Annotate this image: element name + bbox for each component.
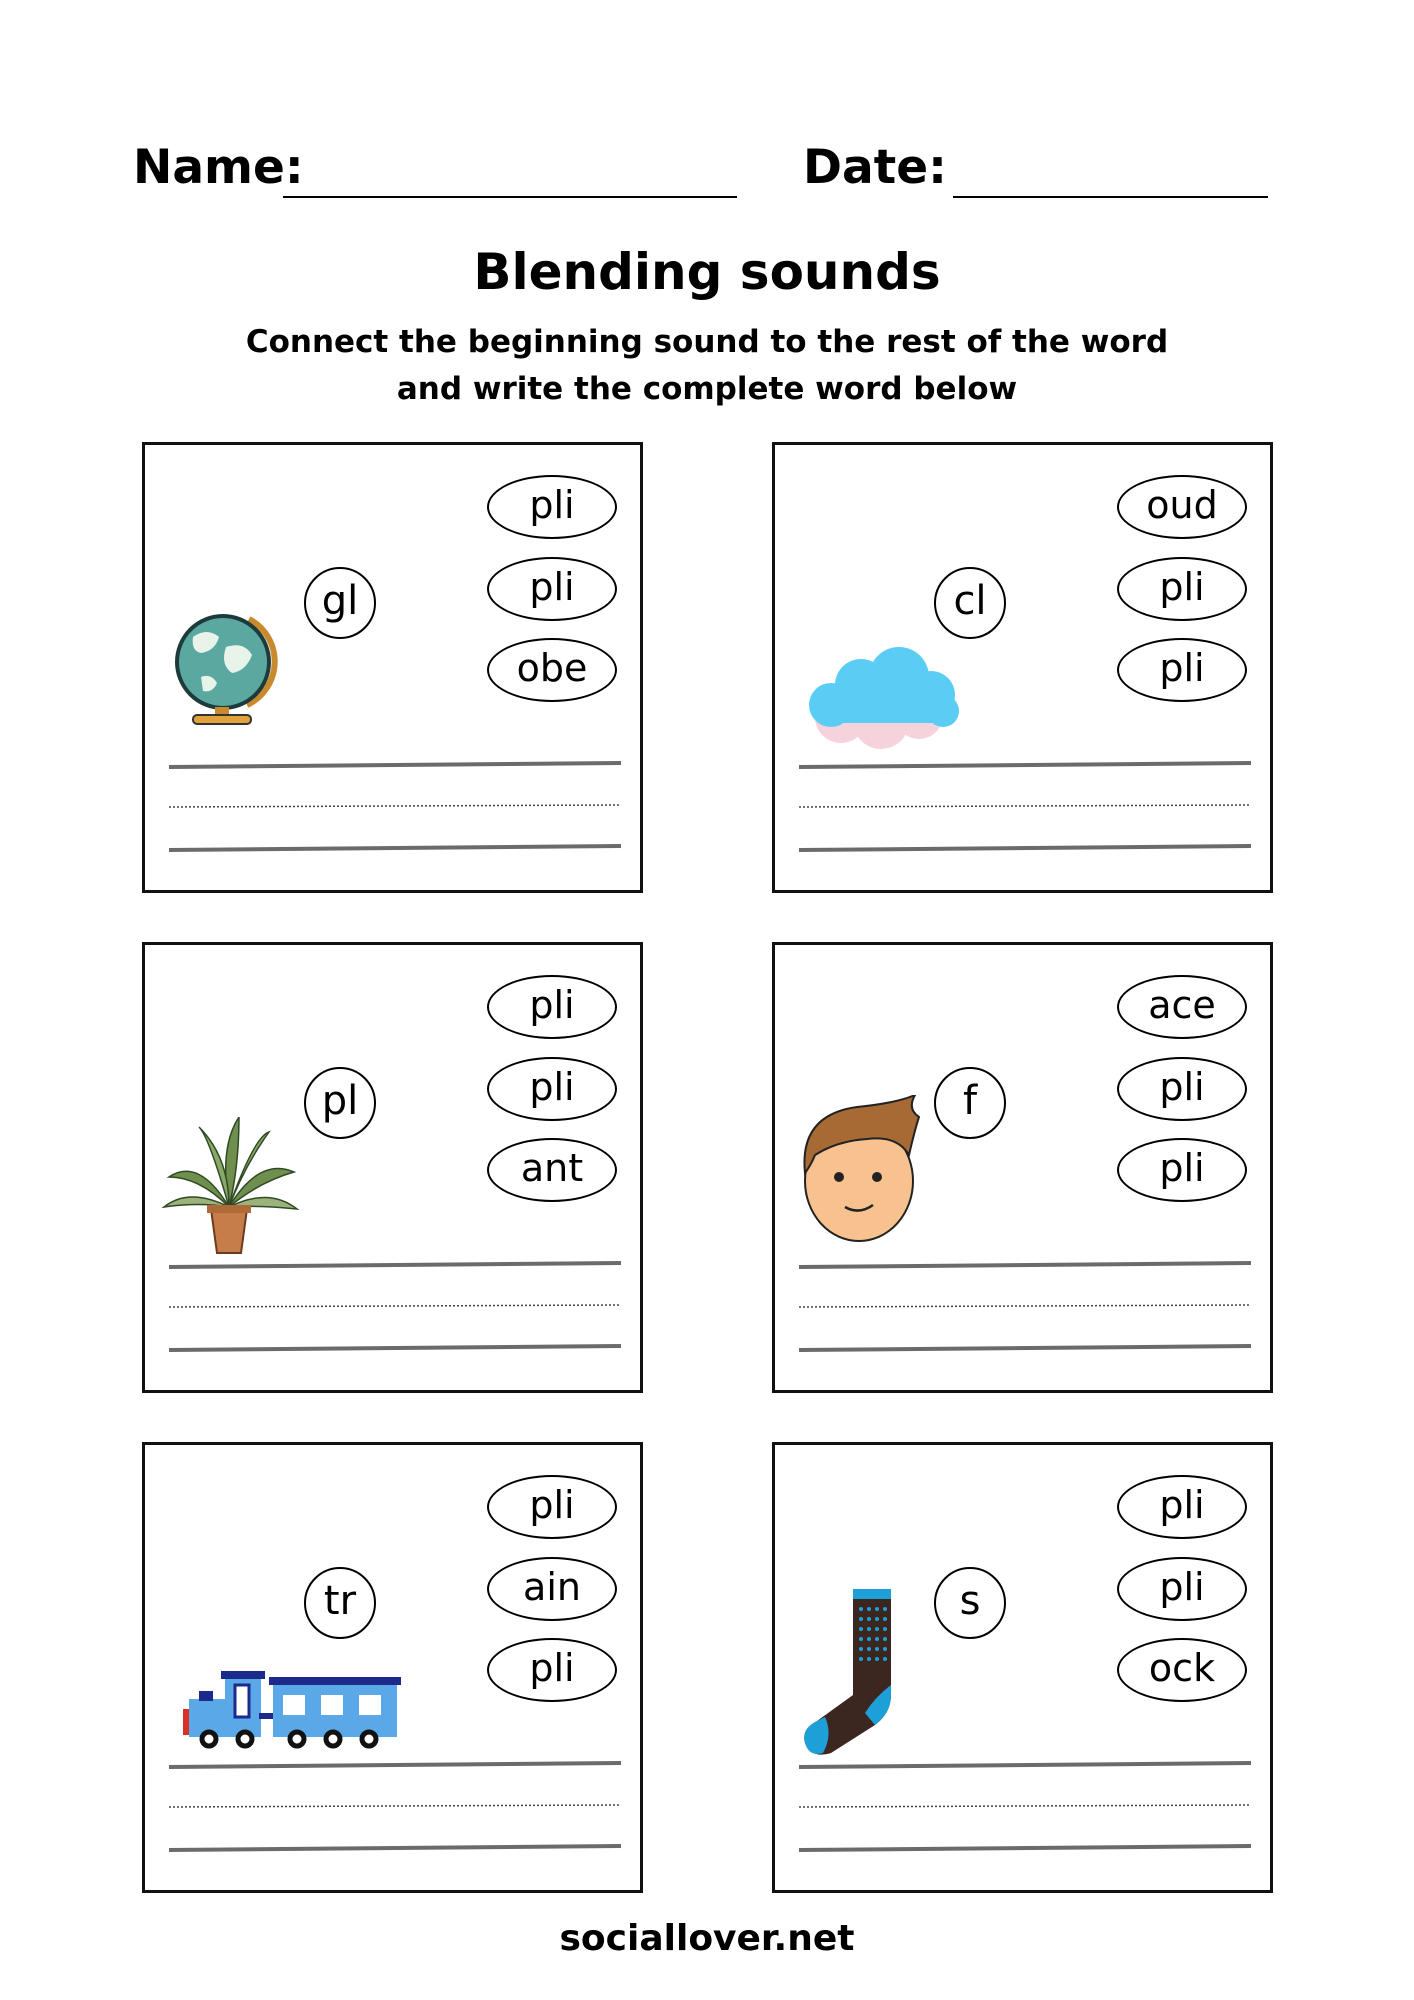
writing-line-top[interactable] bbox=[799, 1257, 1251, 1271]
ending-option-2[interactable]: ain bbox=[487, 1557, 617, 1621]
ending-option-1[interactable]: pli bbox=[1117, 1475, 1247, 1539]
onset-circle[interactable]: tr bbox=[304, 1567, 376, 1639]
date-blank[interactable] bbox=[953, 196, 1268, 198]
onset-circle[interactable]: gl bbox=[304, 567, 376, 639]
writing-line-top[interactable] bbox=[799, 1757, 1251, 1771]
writing-line-top[interactable] bbox=[169, 757, 621, 771]
card-3 bbox=[142, 942, 643, 1393]
face-icon bbox=[797, 1095, 927, 1245]
onset-circle[interactable]: s bbox=[934, 1567, 1006, 1639]
page-title: Blending sounds bbox=[473, 243, 941, 301]
ending-option-3[interactable]: obe bbox=[487, 638, 617, 702]
ending-option-3[interactable]: pli bbox=[1117, 1138, 1247, 1202]
writing-line-middle[interactable] bbox=[169, 799, 621, 813]
ending-option-2[interactable]: pli bbox=[1117, 1557, 1247, 1621]
card-6 bbox=[772, 1442, 1273, 1893]
ending-option-3[interactable]: pli bbox=[1117, 638, 1247, 702]
ending-option-2[interactable]: pli bbox=[487, 1057, 617, 1121]
ending-option-1[interactable]: ace bbox=[1117, 975, 1247, 1039]
writing-line-bottom[interactable] bbox=[169, 840, 621, 854]
ending-option-3[interactable]: pli bbox=[487, 1638, 617, 1702]
ending-option-1[interactable]: pli bbox=[487, 475, 617, 539]
ending-option-3[interactable]: ock bbox=[1117, 1638, 1247, 1702]
footer-website: sociallover.net bbox=[559, 1918, 855, 1959]
instruction-line-1: Connect the beginning sound to the rest of the word bbox=[245, 324, 1169, 360]
card-2 bbox=[772, 442, 1273, 893]
train-icon bbox=[179, 1669, 409, 1749]
name-blank[interactable] bbox=[283, 196, 737, 198]
writing-line-top[interactable] bbox=[169, 1257, 621, 1271]
writing-line-middle[interactable] bbox=[799, 1299, 1251, 1313]
writing-line-top[interactable] bbox=[169, 1757, 621, 1771]
cloud-icon bbox=[801, 645, 961, 755]
card-4 bbox=[772, 942, 1273, 1393]
writing-line-bottom[interactable] bbox=[799, 1340, 1251, 1354]
ending-option-1[interactable]: pli bbox=[487, 1475, 617, 1539]
onset-circle[interactable]: f bbox=[934, 1067, 1006, 1139]
plant-icon bbox=[159, 1117, 299, 1257]
writing-line-top[interactable] bbox=[799, 757, 1251, 771]
writing-line-middle[interactable] bbox=[169, 1299, 621, 1313]
ending-option-2[interactable]: pli bbox=[1117, 1057, 1247, 1121]
instruction-line-2: and write the complete word below bbox=[396, 371, 1018, 407]
onset-circle[interactable]: cl bbox=[934, 567, 1006, 639]
writing-line-middle[interactable] bbox=[799, 1799, 1251, 1813]
writing-line-bottom[interactable] bbox=[799, 840, 1251, 854]
card-1 bbox=[142, 442, 643, 893]
ending-option-1[interactable]: pli bbox=[487, 975, 617, 1039]
ending-option-2[interactable]: pli bbox=[487, 557, 617, 621]
date-label: Date: bbox=[803, 140, 947, 195]
writing-line-bottom[interactable] bbox=[169, 1340, 621, 1354]
onset-circle[interactable]: pl bbox=[304, 1067, 376, 1139]
ending-option-1[interactable]: oud bbox=[1117, 475, 1247, 539]
ending-option-2[interactable]: pli bbox=[1117, 557, 1247, 621]
name-label: Name: bbox=[133, 140, 304, 195]
writing-line-bottom[interactable] bbox=[799, 1840, 1251, 1854]
globe-icon bbox=[171, 607, 281, 731]
writing-line-middle[interactable] bbox=[169, 1799, 621, 1813]
writing-line-bottom[interactable] bbox=[169, 1840, 621, 1854]
card-5 bbox=[142, 1442, 643, 1893]
ending-option-3[interactable]: ant bbox=[487, 1138, 617, 1202]
writing-line-middle[interactable] bbox=[799, 799, 1251, 813]
sock-icon bbox=[801, 1585, 911, 1755]
